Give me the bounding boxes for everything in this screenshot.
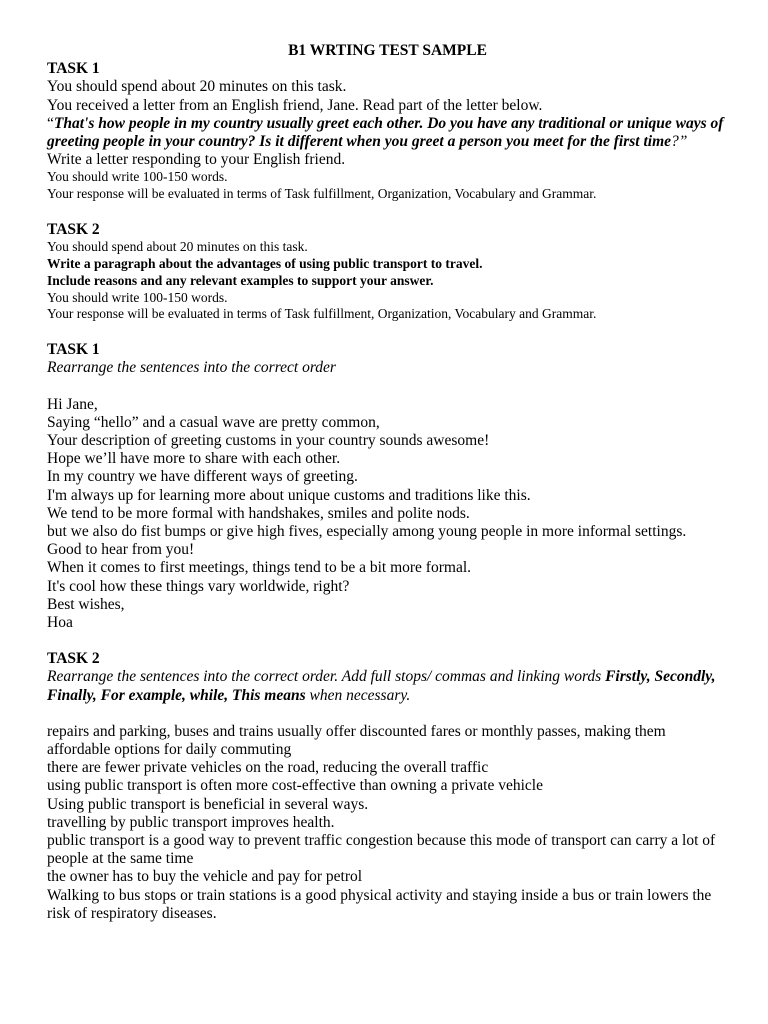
sentence-line: In my country we have different ways of greeting. — [47, 468, 358, 486]
sentence-line: Hoa — [47, 614, 73, 632]
task2-exercise-instruction — [47, 668, 728, 704]
sentence-line: but we also do fist bumps or give high fives, especially among young people in more informal settings. — [47, 523, 687, 541]
spacer — [47, 323, 728, 341]
task1-sentence-list — [47, 396, 728, 633]
task1-prompt-line-1: You should spend about 20 minutes on this task. — [47, 78, 347, 96]
instruction-text: Rearrange the sentences into the correct order. Add full stops/ commas and linking words — [47, 668, 606, 686]
task2-prompt-line-1: You should spend about 20 minutes on this task. — [47, 239, 308, 255]
task1-exercise-heading: TASK 1 — [47, 341, 100, 359]
sentence-line: travelling by public transport improves health. — [47, 813, 335, 831]
task1-letter-quote — [47, 115, 728, 151]
sentence-line: Using public transport is beneficial in several ways. — [47, 795, 369, 813]
sentence-line: Walking to bus stops or train stations is a good physical activity and staying inside a bus or train lowers the risk of respiratory diseases. — [47, 886, 712, 922]
sentence-line: there are fewer private vehicles on the road, reducing the overall traffic — [47, 759, 489, 777]
task2-sentence-list — [47, 723, 728, 923]
task2-prompt-line-4: You should write 100-150 words. — [47, 289, 228, 305]
task1-prompt-line-2: You received a letter from an English friend, Jane. Read part of the letter below. — [47, 96, 543, 114]
task1-prompt-line-5: Your response will be evaluated in terms of Task fulfillment, Organization, Vocabulary and Grammar. — [47, 186, 597, 202]
task1-prompt-line-3: Write a letter responding to your English friend. — [47, 151, 346, 169]
task1-exercise-section — [47, 341, 728, 632]
quote-open-mark: “ — [47, 114, 54, 132]
task2-exercise-section — [47, 650, 728, 923]
task1-exercise-instruction: Rearrange the sentences into the correct order — [47, 359, 336, 377]
sentence-line: We tend to be more formal with handshakes, smiles and polite nods. — [47, 504, 470, 522]
task2-prompt-line-3: Include reasons and any relevant examples to support your answer. — [47, 272, 434, 288]
sentence-line: I'm always up for learning more about unique customs and traditions like this. — [47, 486, 531, 504]
instruction-text-end: when necessary. — [305, 686, 411, 704]
task2-prompt-line-5: Your response will be evaluated in terms of Task fulfillment, Organization, Vocabulary and Grammar. — [47, 306, 597, 322]
document-title: B1 WRTING TEST SAMPLE — [288, 42, 487, 59]
task1-prompt-section — [47, 60, 728, 203]
sentence-line: Hi Jane, — [47, 395, 98, 413]
spacer — [47, 378, 728, 396]
sentence-line: public transport is a good way to prevent traffic congestion because this mode of transport can carry a lot of people at the same time — [47, 832, 716, 868]
quote-close-mark: ?” — [671, 133, 688, 151]
sentence-line: It's cool how these things vary worldwide, right? — [47, 577, 350, 595]
task2-prompt-section — [47, 221, 728, 323]
linking-words: Firstly, Secondly, Finally, For example, while, This means — [47, 668, 716, 704]
sentence-line: Saying “hello” and a casual wave are pretty common, — [47, 413, 380, 431]
sentence-line: When it comes to first meetings, things tend to be a bit more formal. — [47, 559, 472, 577]
sentence-line: using public transport is often more cost-effective than owning a private vehicle — [47, 777, 543, 795]
task2-prompt-heading: TASK 2 — [47, 221, 100, 239]
sentence-line: Good to hear from you! — [47, 541, 195, 559]
sentence-line: Best wishes, — [47, 595, 125, 613]
task1-prompt-heading: TASK 1 — [47, 60, 100, 78]
spacer — [47, 632, 728, 650]
spacer — [47, 705, 728, 723]
task1-prompt-line-4: You should write 100-150 words. — [47, 169, 228, 185]
sentence-line: repairs and parking, buses and trains usually offer discounted fares or monthly passes, making them affordable options for daily commuting — [47, 722, 666, 759]
sentence-line: Hope we’ll have more to share with each other. — [47, 450, 341, 468]
spacer — [47, 203, 728, 221]
quote-text: That's how people in my country usually greet each other. Do you have any traditional or unique ways of greeting people in your country? Is it different when you greet a person you meet for the first time — [47, 114, 724, 151]
task2-exercise-heading: TASK 2 — [47, 650, 100, 668]
sentence-line: the owner has to buy the vehicle and pay for petrol — [47, 868, 363, 886]
task2-prompt-line-2: Write a paragraph about the advantages of using public transport to travel. — [47, 256, 483, 272]
sentence-line: Your description of greeting customs in your country sounds awesome! — [47, 432, 490, 450]
